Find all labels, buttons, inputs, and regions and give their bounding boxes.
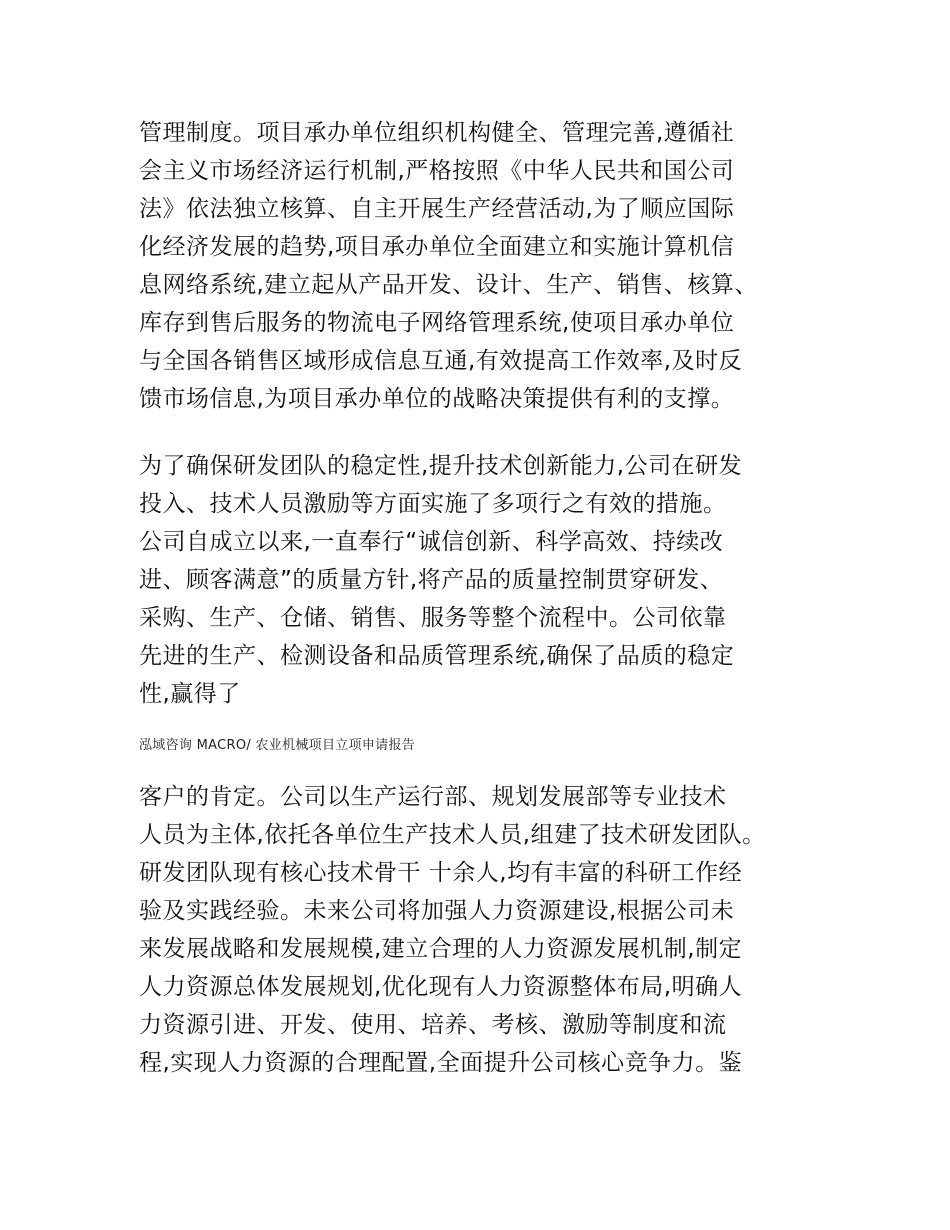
text-line: 管理制度。项目承办单位组织机构健全、管理完善,遵循社 [139,120,735,146]
text-line: 馈市场信息,为项目承办单位的战略决策提供有利的支撑。 [139,386,735,412]
text-line: 进、顾客满意”的质量方针,将产品的质量控制贯穿研发、 [139,567,724,593]
paragraph-human-resources [139,778,839,1082]
text-line: 投入、技术人员激励等方面实施了多项行之有效的措施。 [139,491,727,517]
text-line: 人员为主体,依托各单位生产技术人员,组建了技术研发团队。 [139,822,766,848]
text-line: 力资源引进、开发、使用、培养、考核、激励等制度和流 [139,1012,727,1038]
text-line: 研发团队现有核心技术骨干 十余人,均有丰富的科研工作经 [139,860,743,886]
text-line: 法》依法独立核算、自主开展生产经营活动,为了顺应国际 [139,196,735,222]
text-line: 来发展战略和发展规模,建立合理的人力资源发展机制,制定 [139,936,743,962]
text-line: 性,赢得了 [139,681,241,707]
paragraph-management [139,114,839,418]
text-line: 验及实践经验。未来公司将加强人力资源建设,根据公司未 [139,898,735,924]
text-line: 先进的生产、检测设备和品质管理系统,确保了品质的稳定 [139,643,735,669]
text-line: 息网络系统,建立起从产品开发、设计、生产、销售、核算、 [139,272,758,298]
text-line: 与全国各销售区域形成信息互通,有效提高工作效率,及时反 [139,348,743,374]
text-line: 客户的肯定。公司以生产运行部、规划发展部等专业技术 [139,784,727,810]
text-line: 库存到售后服务的物流电子网络管理系统,使项目承办单位 [139,310,735,336]
text-line: 公司自成立以来,一直奉行“诚信创新、科学高效、持续改 [139,529,724,555]
text-line: 人力资源总体发展规划,优化现有人力资源整体布局,明确人 [139,974,743,1000]
paragraph-rd-quality [139,447,839,713]
text-line: 为了确保研发团队的稳定性,提升技术创新能力,公司在研发 [139,453,743,479]
text-line: 会主义市场经济运行机制,严格按照《中华人民共和国公司 [139,158,735,184]
text-line: 程,实现人力资源的合理配置,全面提升公司核心竞争力。鉴 [139,1050,743,1076]
text-line: 采购、生产、仓储、销售、服务等整个流程中。公司依靠 [139,605,727,631]
page-footer: 泓域咨询 MACRO/ 农业机械项目立项申请报告 [139,738,416,753]
text-line: 化经济发展的趋势,项目承办单位全面建立和实施计算机信 [139,234,735,260]
